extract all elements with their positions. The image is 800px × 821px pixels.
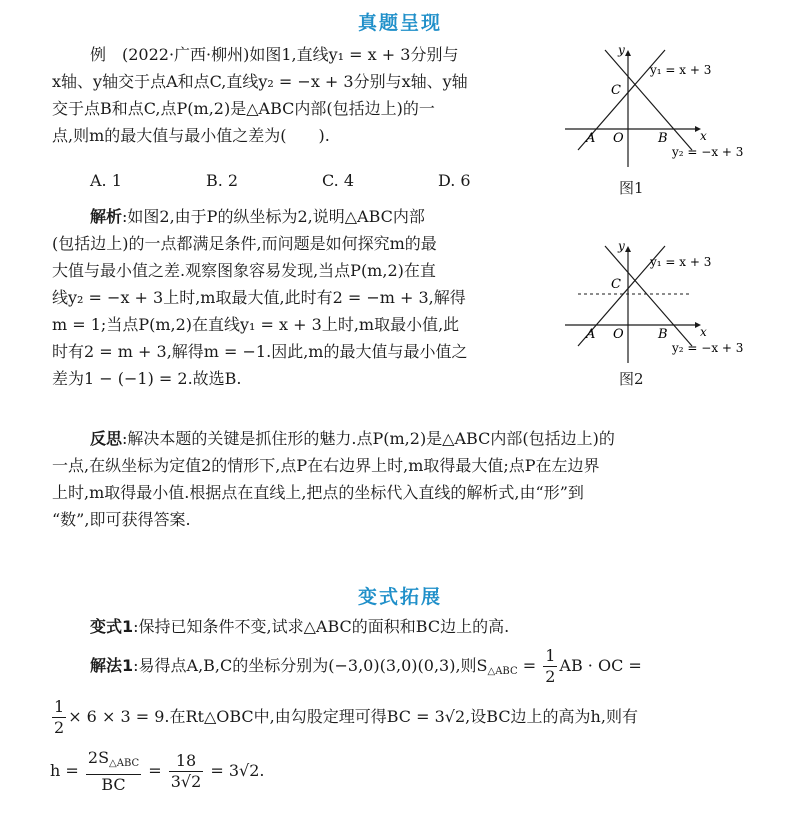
example-line-2: x轴、y轴交于点A和点C,直线y₂ = −x + 3分别与x轴、y轴 <box>52 72 468 91</box>
label-line-y1: y₁ = x + 3 <box>650 63 712 77</box>
method-1-line-3: h = $\frac{2S_{\triangle ABC}}{BC}$ = $\frac{18}{3√2}$ = 3√2. <box>50 748 265 794</box>
label-x: x <box>700 129 707 143</box>
reflection-line-4: “数”,即可获得答案. <box>52 510 191 529</box>
y-axis-arrow-icon <box>625 246 631 252</box>
solution-line-5: m = 1;当点P(m,2)在直线y₁ = x + 3上时,m取最小值,此 <box>52 315 460 334</box>
figure-1-caption: 图1 <box>619 179 644 197</box>
label-line-y2: y₂ = −x + 3 <box>672 145 744 159</box>
figure-2-graph <box>560 238 760 368</box>
option-a: A. 1 <box>90 171 122 190</box>
label-line-y1: y₁ = x + 3 <box>650 255 712 269</box>
label-y: y <box>618 239 625 253</box>
method-1-line-1: 解法1:易得点A,B,C的坐标分别为(−3,0)(3,0)(0,3),则$S_{\triangle ABC}$ = $\frac{1}{2}$ AB · OC = <box>90 646 642 686</box>
option-d: D. 6 <box>438 171 471 190</box>
example-line-3: 交于点B和点C,点P(m,2)是△ABC内部(包括边上)的一 <box>52 99 435 118</box>
figure-2 <box>560 238 760 372</box>
reflection-line-3: 上时,m取得最小值.根据点在直线上,把点的坐标代入直线的解析式,由“形”到 <box>52 483 584 502</box>
solution-line-1: 解析:如图2,由于P的纵坐标为2,说明△ABC内部 <box>90 207 425 226</box>
solution-line-7: 差为1 − (−1) = 2.故选B. <box>52 369 242 388</box>
y-axis-arrow-icon <box>625 50 631 56</box>
variant-1-text: :保持已知条件不变,试求△ABC的面积和BC边上的高. <box>133 617 510 636</box>
reflection-line-1: 反思:解决本题的关键是抓住形的魅力.点P(m,2)是△ABC内部(包括边上)的 <box>90 429 615 448</box>
label-point-b: B <box>658 131 668 146</box>
option-c: C. 4 <box>322 171 355 190</box>
label-x: x <box>700 325 707 339</box>
solution-line-4: 线y₂ = −x + 3上时,m取最大值,此时有2 = −m + 3,解得 <box>52 288 466 307</box>
reflection-block <box>52 425 615 533</box>
figure-1-graph <box>560 42 760 172</box>
figure-1 <box>560 42 760 176</box>
fraction-one-half: $\frac{1}{2}$ <box>545 646 556 686</box>
label-point-b: B <box>658 327 668 342</box>
solution-line-2: (包括边上)的一点都满足条件,而问题是如何探究m的最 <box>52 234 437 253</box>
fraction-area-over-bc: $\frac{2S_{\triangle ABC}}{BC}$ <box>87 748 140 794</box>
method-1-line-2: $\frac{1}{2}$ × 6 × 3 = 9.在Rt△OBC中,由勾股定理可得BC = 3√2,设BC边上的高为h,则有 <box>54 697 638 737</box>
solution-line-6: 时有2 = m + 3,解得m = −1.因此,m的最大值与最小值之 <box>52 342 468 361</box>
label-point-a: A <box>586 131 596 146</box>
label-point-c: C <box>611 277 621 292</box>
example-line-4: 点,则m的最大值与最小值之差为( ). <box>52 126 330 145</box>
label-origin-o: O <box>613 131 624 146</box>
section-title-real-exam: 真题呈现 <box>357 12 442 34</box>
label-origin-o: O <box>613 327 624 342</box>
variant-1-label: 变式1 <box>90 617 134 636</box>
label-y: y <box>618 43 625 57</box>
section-title-variant-extension: 变式拓展 <box>357 586 442 608</box>
example-problem <box>52 41 468 149</box>
solution-line-3: 大值与最小值之差.观察图象容易发现,当点P(m,2)在直 <box>52 261 436 280</box>
method-1-label: 解法1 <box>90 656 134 675</box>
variant-1 <box>90 613 509 640</box>
solution-label: 解析 <box>90 207 123 226</box>
fraction-18-over-3root2: $\frac{18}{3√2}$ <box>170 751 202 791</box>
option-b: B. 2 <box>206 171 239 190</box>
reflection-label: 反思 <box>90 429 123 448</box>
figure-2-caption: 图2 <box>619 370 644 388</box>
label-point-a: A <box>586 327 596 342</box>
label-point-c: C <box>611 83 621 98</box>
reflection-line-2: 一点,在纵坐标为定值2的情形下,点P在右边界上时,m取得最大值;点P在左边界 <box>52 456 600 475</box>
label-line-y2: y₂ = −x + 3 <box>672 341 744 355</box>
fraction-one-half: $\frac{1}{2}$ <box>54 697 65 737</box>
solution-block <box>52 203 467 392</box>
example-line-1: 例 (2022·广西·柳州)如图1,直线y₁ = x + 3分别与 <box>90 45 459 64</box>
